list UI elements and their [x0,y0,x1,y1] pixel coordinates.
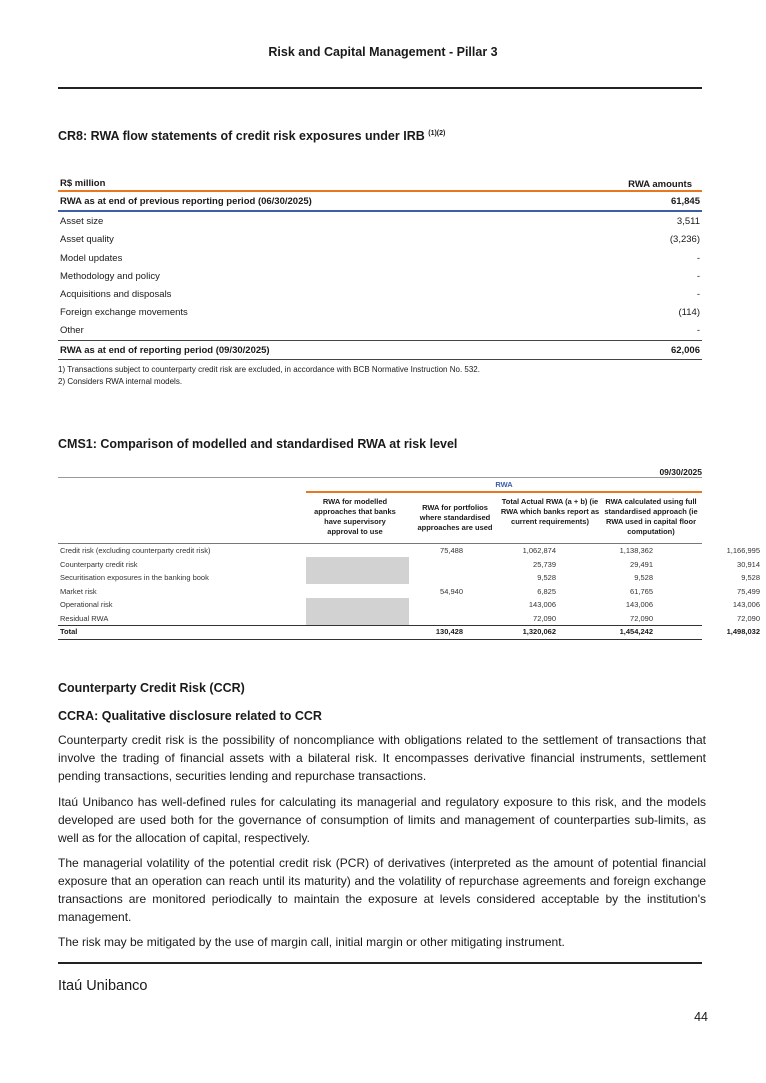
row-label: Asset quality [60,234,114,246]
table-row [58,249,702,267]
cms1-group-label: RWA [495,480,513,489]
cell-c: 1,454,242 [619,627,653,636]
table-row [58,585,760,599]
cell-c: 29,491 [630,559,653,569]
row-label: Foreign exchange movements [60,307,188,319]
ccr-paragraph: The managerial volatility of the potential credit risk (PCR) of derivatives (interpreted as the amount of potential financial exposure that an operation can reach until its maturity) and the volatility of repurchase agreements and foreign exchange transactions are monitored periodically to maintain the exposure at levels considered acceptable by the institution's management. [58,856,706,924]
row-label: Market risk [60,586,97,596]
table-row [58,212,702,230]
cr8-header-row [58,175,702,190]
cell-a: 130,428 [435,627,463,636]
cell-d: 72,090 [737,613,760,623]
cr8-table [58,175,702,360]
row-label: Other [60,325,84,337]
cell-b: 1,062,874 [522,546,556,555]
cr8-col-label: R$ million [60,178,106,189]
table-row [58,303,702,321]
cell-d: 143,006 [732,600,760,609]
row-label: Total [60,627,78,636]
row-label: Counterparty credit risk [60,559,138,569]
row-value: 61,845 [670,196,700,207]
cms1-col-b: RWA for portfolios where standardised approaches are used [417,503,493,532]
ccr-paragraph: The risk may be mitigated by the use of margin call, initial margin or other mitigating instrument. [58,935,565,949]
cr8-title-footnote-ref: (1)(2) [428,130,446,137]
table-row [58,192,702,210]
cell-c: 61,765 [630,586,653,596]
cell-b: 9,528 [537,573,556,582]
cell-b: 143,006 [528,600,556,609]
cell-c: 72,090 [630,613,653,623]
cr8-title-text: CR8: RWA flow statements of credit risk exposures under IRB [58,129,425,143]
row-value: 3,511 [676,216,700,228]
row-value: - [696,288,700,300]
cr8-title [58,129,445,143]
row-value: (114) [678,307,700,319]
row-label: Residual RWA [60,613,109,623]
row-label: Credit risk (excluding counterparty credit risk) [60,546,211,555]
cr8-notes [58,364,480,388]
cms1-col-c: Total Actual RWA (a + b) (ie RWA which banks report as current requirements) [500,497,600,526]
table-row [58,558,760,572]
cell-c: 9,528 [634,573,653,582]
header-divider [58,87,702,89]
table-row [58,341,702,359]
footer-divider [58,962,702,964]
cell-b: 6,825 [537,586,556,596]
cell-d: 1,498,032 [726,627,760,636]
cell-d: 1,166,995 [726,546,760,555]
cell-d: 30,914 [737,559,760,569]
cell-c: 143,006 [625,600,653,609]
row-label: Asset size [60,216,104,228]
table-row [58,571,760,585]
cr8-col-value: RWA amounts [628,179,692,190]
cms1-bottom-rule [58,639,702,640]
footnote: 2) Considers RWA internal models. [58,377,183,386]
ccr-paragraph: Counterparty credit risk is the possibility of noncompliance with obligations related to the settlement of transactions that involve the trading of financial assets with a bilateral risk. It encompasses derivative financial instruments, settlement pending transactions, securities lending and repurchase transactions. [58,733,706,783]
cell-a: 75,488 [440,546,463,555]
cms1-col-d: RWA calculated using full standardised approach (ie RWA used in capital floor computation) [604,497,698,536]
cell-b: 25,739 [533,559,556,569]
table-row [58,612,760,626]
page-header-title: Risk and Capital Management - Pillar 3 [268,45,498,59]
ccr-heading: Counterparty Credit Risk (CCR) [58,681,245,695]
cms1-group-rule [306,491,702,493]
row-value: - [696,252,700,264]
cell-b: 72,090 [533,613,556,623]
cell-d: 9,528 [741,573,760,582]
row-label: Securitisation exposures in the banking book [60,573,209,582]
cell-b: 1,320,062 [522,627,556,636]
cms1-col-a: RWA for modelled approaches that banks have supervisory approval to use [314,497,396,536]
table-row [58,321,702,339]
ccra-heading: CCRA: Qualitative disclosure related to CCR [58,709,322,723]
cell-d: 75,499 [737,586,760,596]
row-label: Model updates [60,252,123,264]
cms1-top-rule [58,477,702,478]
table-row [58,267,702,285]
table-row [58,598,760,612]
row-label: RWA as at end of previous reporting period (06/30/2025) [60,196,312,207]
cms1-date: 09/30/2025 [659,467,702,477]
row-label: Operational risk [60,600,113,609]
row-value: (3,236) [669,234,700,246]
row-value: - [696,270,700,282]
footer-company: Itaú Unibanco [58,978,148,994]
table-row [58,230,702,248]
cell-a: 54,940 [440,586,463,596]
ccr-paragraph: Itaú Unibanco has well-defined rules for calculating its managerial and regulatory exposure to this risk, and the models developed are used both for the governance of consumption of limits and management of counterparties sub-limits, as well as for the allocation of capital, respectively. [58,795,706,845]
cr8-bottom-rule [58,359,702,360]
cell-c: 1,138,362 [619,546,653,555]
footnote: 1) Transactions subject to counterparty credit risk are excluded, in accordance with BCB Normative Instruction No. 532. [58,365,480,374]
row-value: - [696,325,700,337]
row-value: 62,006 [670,344,700,356]
table-row [58,544,760,558]
row-label: RWA as at end of reporting period (09/30/2025) [60,344,270,356]
row-label: Methodology and policy [60,270,160,282]
cms1-title: CMS1: Comparison of modelled and standardised RWA at risk level [58,437,458,451]
table-row [58,285,702,303]
page-number: 44 [694,1010,708,1024]
row-label: Acquisitions and disposals [60,288,172,300]
table-row [58,625,760,639]
